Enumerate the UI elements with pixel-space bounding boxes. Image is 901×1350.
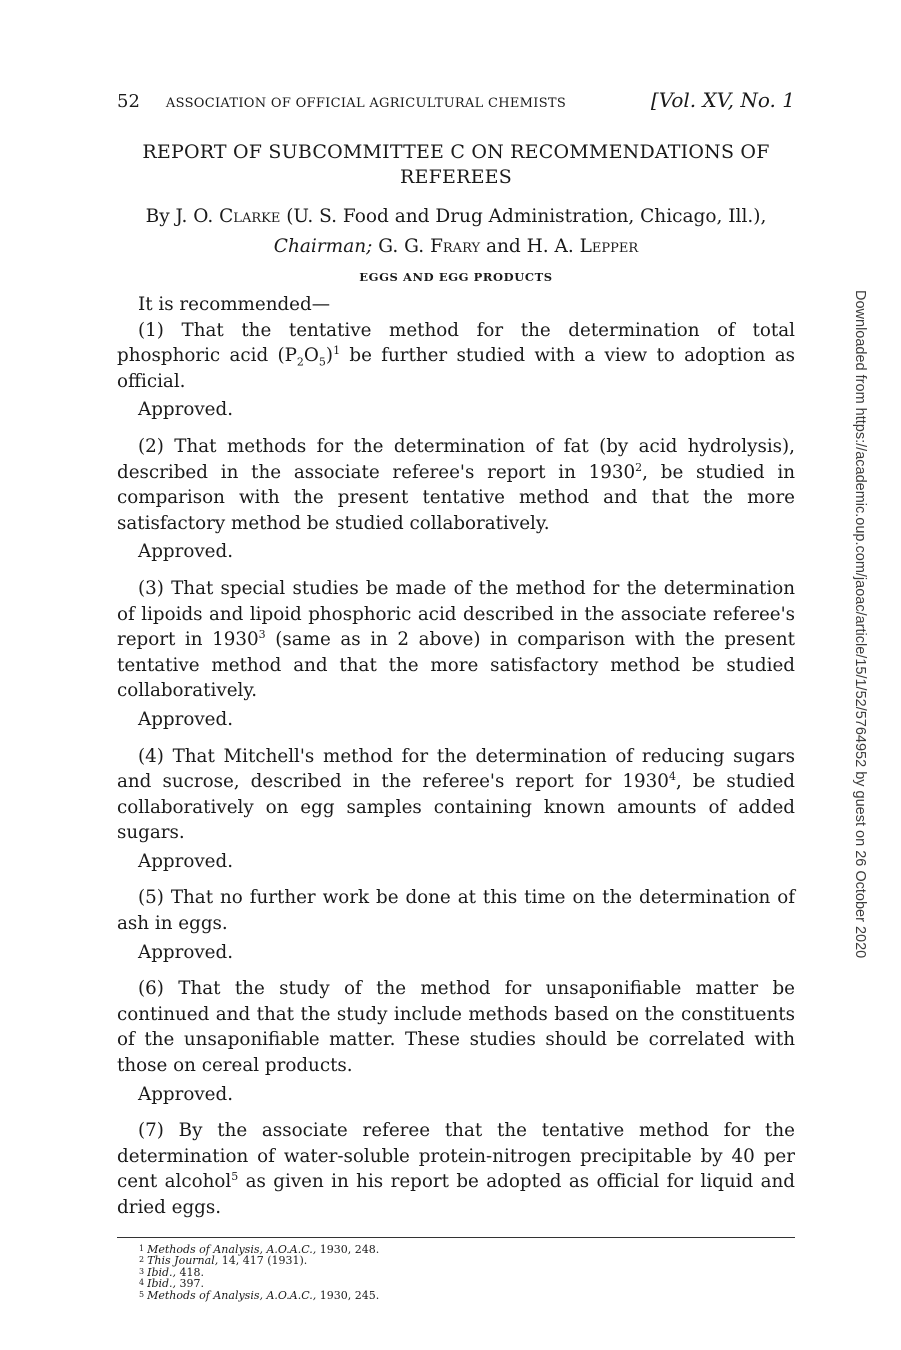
footnote-1: $^1$ Methods of Analysis, A.O.A.C., 1930, 248.	[139, 1242, 380, 1256]
author-clarke: Clarke	[219, 206, 281, 227]
recommendation-4: (4) That Mitchell's method for the determination of reducing sugars and sucrose, described in the referee's report for 1930$^4$, be studied collaboratively on egg samples containing known amounts of added sugars.	[117, 745, 796, 844]
footnote-rule	[117, 1237, 795, 1238]
byline	[117, 202, 795, 262]
title-line-2: REFEREES	[400, 166, 512, 188]
page-number: 52	[117, 91, 140, 112]
byline-and: and H. A.	[485, 236, 574, 257]
approved-2: Approved.	[138, 541, 234, 563]
recommendation-6: (6) That the study of the method for unsaponifiable matter be continued and that the study include methods based on the constituents of the unsaponifiable matter. These studies should be correlated with those on cereal products.	[117, 978, 795, 1077]
recommendation-1: (1) That the tentative method for the determination of total phosphoric acid $(P_2O_5)^1$ be further studied with a view to adoption as official.	[117, 319, 795, 392]
volume-label: [Vol. XV, No. 1	[650, 88, 795, 112]
footnote-3: $^3$ Ibid., 418.	[139, 1265, 205, 1279]
approved-1: Approved.	[138, 399, 234, 421]
footnote-2: $^2$ This Journal, 14, 417 (1931).	[139, 1254, 308, 1268]
recommendation-5: (5) That no further work be done at this time on the determination of ash in eggs.	[117, 887, 795, 935]
footnote-4: $^4$ Ibid., 397.	[139, 1277, 205, 1291]
initials-frary: G. G.	[378, 236, 425, 257]
journal-name: ASSOCIATION OF OFFICIAL AGRICULTURAL CHEMISTS	[165, 96, 567, 111]
author-lepper: Lepper	[579, 236, 639, 257]
intro-paragraph: It is recommended—	[138, 294, 330, 315]
recommendation-2: (2) That methods for the determination of fat (by acid hydrolysis), described in the associate referee's report in 1930$^2$, be studied in comparison with the present tentative method and that the more satisfactory method be studied collaboratively.	[117, 435, 795, 534]
chairman-label: Chairman;	[273, 236, 373, 257]
title-line-1: REPORT OF SUBCOMMITTEE C ON RECOMMENDATIONS OF	[142, 141, 770, 163]
affiliation: (U. S. Food and Drug Administration, Chicago, Ill.),	[286, 206, 767, 227]
body-text	[117, 292, 795, 1221]
approved-5: Approved.	[138, 941, 234, 963]
footnote-5: $^5$ Methods of Analysis, A.O.A.C., 1930, 245.	[139, 1288, 380, 1302]
recommendation-3: (3) That special studies be made of the method for the determination of lipoids and lipoid phosphoric acid described in the associate referee's report in 1930$^3$ (same as in 2 above) in comparison with the present tentative method and that the more satisfactory method be studied collaboratively.	[117, 577, 795, 702]
author-frary: Frary	[430, 236, 481, 257]
download-watermark	[849, 290, 871, 1070]
download-watermark-text: Downloaded from https://academic.oup.com/jaoac/article/15/1/52/5764952 by guest on 26 October 2020	[852, 290, 868, 959]
article-title	[117, 140, 795, 190]
byline-by: By J. O.	[145, 206, 214, 227]
page	[117, 88, 795, 1302]
running-header	[117, 88, 795, 120]
approved-3: Approved.	[138, 708, 234, 730]
approved-6: Approved.	[138, 1083, 234, 1105]
approved-4: Approved.	[138, 850, 234, 872]
footnotes	[139, 1244, 795, 1302]
recommendation-7: (7) By the associate referee that the tentative method for the determination of water-soluble protein-nitrogen precipitable by 40 per cent alcohol$^5$ as given in his report be adopted as official for liquid and dried eggs.	[117, 1120, 796, 1218]
section-heading: EGGS AND EGG PRODUCTS	[359, 270, 553, 284]
